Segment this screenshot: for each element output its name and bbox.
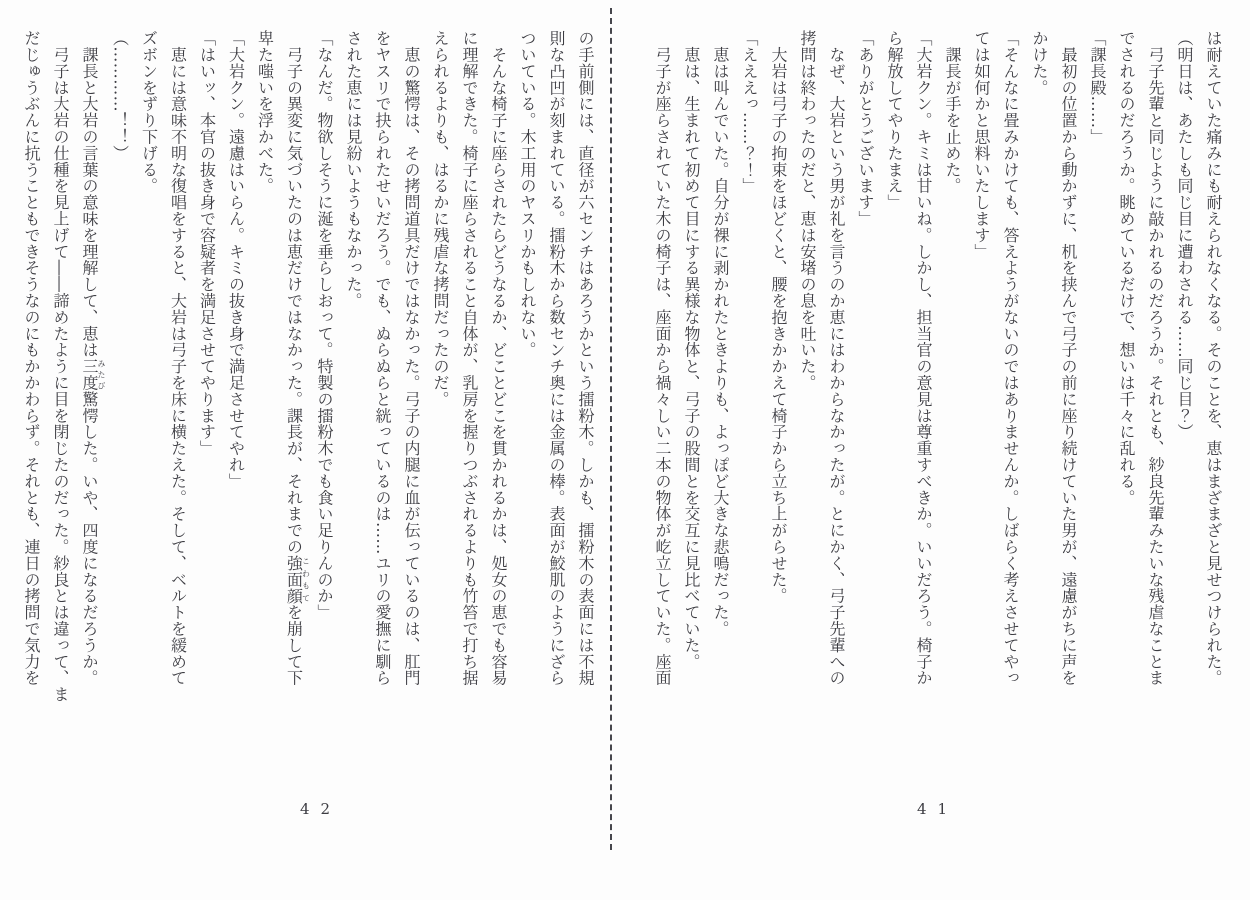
text-line: 「大岩クン。キミは甘いね。しかし、担当官の意見は尊重すべきか。いいだろう。椅子か: [914, 30, 933, 686]
text-line: だじゅうぶんに抗うこともできそうなのにもかかわらず。それとも、連日の拷問で気力を: [22, 30, 41, 686]
text-line: 恵には意味不明な復唱をすると、大岩は弓子を床に横たえた。そして、ベルトを緩めて: [168, 30, 188, 686]
text-line: 弓子が座らされていた木の椅子は、座面から禍々しい二本の物体が屹立していた。座面: [653, 30, 672, 686]
text-line: に理解できた。椅子に座らされること自体が、乳房を握りつぶされるよりも竹笞で打ち据: [460, 30, 479, 686]
text-line: ついている。木工用のヤスリかもしれない。: [518, 30, 537, 358]
text-line: 「課長殿……」: [1088, 30, 1107, 145]
page-41-text: [648, 30, 1228, 724]
text-line: 最初の位置から動かずに、机を挟んで弓子の前に座り続けていた男が、遠慮がちに声を: [1059, 30, 1078, 686]
text-line: 「えええっ……？！」: [740, 30, 759, 194]
text-line: （明日は、あたしも同じ目に遭わされる……同じ目？）: [1175, 30, 1194, 440]
text-line: 課長が手を止めた。: [943, 30, 962, 194]
text-line: 弓子先輩と同じように敲かれるのだろうか。それとも、紗良先輩みたいな残虐なことま: [1146, 30, 1165, 686]
text-line: 則な凸凹が刻まれている。擂粉木から数センチ奥には金属の棒。表面が鮫肌のようにざら: [547, 30, 566, 686]
text-line: 大岩は弓子の拘束をほどくと、腰を抱きかかえて椅子から立ち上がらせた。: [769, 30, 788, 604]
page-divider: [610, 8, 612, 850]
text-line: そんな椅子に座らされたらどうなるか、どことどこを貫かれるかは、処女の恵でも容易: [489, 30, 508, 686]
page-42-number: 42: [299, 800, 342, 818]
text-line: 「なんだ。物欲しそうに涎を垂らしおって。特製の擂粉木でも食い足りんのか」: [315, 30, 334, 621]
page-41-number: 41: [916, 800, 959, 818]
text-line: 卑た嗤いを浮かべた。: [255, 30, 275, 194]
text-line: ら解放してやりたまえ」: [885, 30, 904, 211]
text-line: 恵の驚愕は、その拷問道具だけではなかった。弓子の内腿に血が伝っているのは、肛門: [402, 30, 421, 686]
text-line: えられるよりも、はるかに残虐な拷問だったのだ。: [431, 30, 450, 408]
text-line: 「ありがとうございます」: [856, 30, 875, 227]
text-line: かけた。: [1030, 30, 1049, 96]
text-line: をヤスリで抉られたせいだろう。でも、ぬらぬらと絖っているのは……ユリの愛撫に馴ら: [373, 30, 392, 686]
text-line: なぜ、大岩という男が礼を言うのか恵にはわからなかったが。とにかく、弓子先輩への: [827, 30, 846, 686]
text-line: 弓子は大岩の仕種を見上げて――諦めたように目を閉じたのだった。紗良とは違って、ま: [51, 30, 70, 703]
text-line: ては如何かと思料いたします」: [972, 30, 991, 260]
text-line: 弓子の異変に気づいたのは恵だけではなかった。課長が、それまでの強面顔こわもてを崩して下: [284, 30, 311, 687]
text-line: 「そんなに畳みかけても、答えようがないのではありませんか。しばらく考えさせてやっ: [1001, 30, 1020, 686]
text-line: 恵は叫んでいた。自分が裸に剥かれたときよりも、よっぽど大きな悲鳴だった。: [711, 30, 730, 637]
text-line: （…………！！）: [110, 30, 130, 162]
text-line: でされるのだろうか。眺めているだけで、想いは千々に乱れる。: [1117, 30, 1136, 506]
text-line: 恵は、生まれて初めて目にする異様な物体と、弓子の股間とを交互に見比べていた。: [682, 30, 701, 670]
text-line: された恵には見紛いようもなかった。: [344, 30, 363, 309]
text-line: の手前側には、直径が六センチはあろうかという擂粉木。しかも、擂粉木の表面には不規: [576, 30, 595, 686]
text-line: 課長と大岩の言葉の意味を理解して、恵は三度みたび驚愕した。いや、四度になるだろうか。: [80, 30, 106, 687]
page-42-text: [17, 30, 600, 724]
text-line: 「はいッ、本官の抜き身で容疑者を満足させてやります」: [197, 30, 217, 457]
text-line: ズボンをずり下げる。: [139, 30, 159, 194]
text-line: 拷問は終わったのだと、恵は安堵の息を吐いた。: [798, 30, 817, 391]
text-line: は耐えていた痛みにも耐えられなくなる。そのことを、恵はまざまざと見せつけられた。: [1204, 30, 1223, 686]
text-line: 「大岩クン。遠慮はいらん。キミの抜き身で満足させてやれ」: [226, 30, 246, 490]
